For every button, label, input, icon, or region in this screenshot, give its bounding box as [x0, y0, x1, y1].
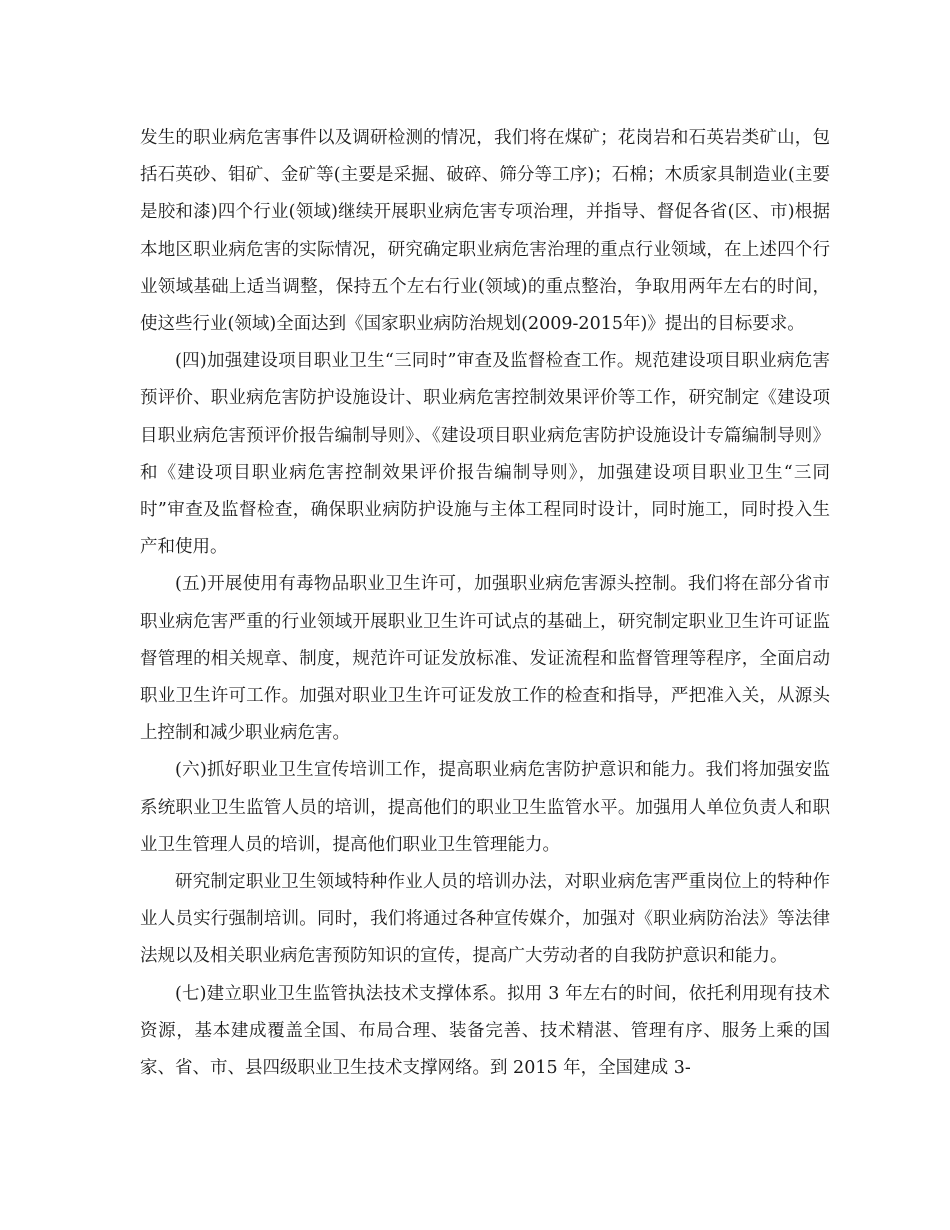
paragraph-5: 研究制定职业卫生领域特种作业人员的培训办法，对职业病危害严重岗位上的特种作业人员实行强制培训。同时，我们将通过各种宣传媒介，加强对《职业病防治法》等法律法规以及相关职业病危害预防知识的宣传，提高广大劳动者的自我防护意识和能力。 [140, 872, 830, 967]
paragraph-6: (七)建立职业卫生监管执法技术支撑体系。拟用 3 年左右的时间，依托利用现有技术资源，基本建成覆盖全国、布局合理、装备完善、技术精湛、管理有序、服务上乘的国家、省、市、县四级职业卫生技术支撑网络。到 2015 年，全国建成 3- [140, 983, 830, 1079]
paragraph-3: (五)开展使用有毒物品职业卫生许可，加强职业病危害源头控制。我们将在部分省市职业病危害严重的行业领域开展职业卫生许可试点的基础上，研究制定职业卫生许可证监督管理的相关规章、制度，规范许可证发放标准、发证流程和监督管理等程序，全面启动职业卫生许可工作。加强对职业卫生许可证发放工作的检查和指导，严把准入关，从源头上控制和减少职业病危害。 [140, 574, 830, 744]
paragraph-4: (六)抓好职业卫生宣传培训工作，提高职业病危害防护意识和能力。我们将加强安监系统职业卫生监管人员的培训，提高他们的职业卫生监管水平。加强用人单位负责人和职业卫生管理人员的培训，提高他们职业卫生管理能力。 [140, 760, 830, 855]
document-body [140, 120, 830, 1087]
paragraph-1: 发生的职业病危害事件以及调研检测的情况，我们将在煤矿；花岗岩和石英岩类矿山，包括石英砂、钼矿、金矿等(主要是采掘、破碎、筛分等工序)；石棉；木质家具制造业(主要是胶和漆)四个行业(领域)继续开展职业病危害专项治理，并指导、督促各省(区、市)根据本地区职业病危害的实际情况，研究确定职业病危害治理的重点行业领域，在上述四个行业领域基础上适当调整，保持五个左右行业(领域)的重点整治，争取用两年左右的时间，使这些行业(领域)全面达到《国家职业病防治规划(2009-2015年)》提出的目标要求。 [140, 128, 830, 335]
paragraph-2: (四)加强建设项目职业卫生“三同时”审查及监督检查工作。规范建设项目职业病危害预评价、职业病危害防护设施设计、职业病危害控制效果评价等工作，研究制定《建设项目职业病危害预评价报告编制导则》、《建设项目职业病危害防护设施设计专篇编制导则》和《建设项目职业病危害控制效果评价报告编制导则》，加强建设项目职业卫生“三同时”审查及监督检查，确保职业病防护设施与主体工程同时设计，同时施工，同时投入生产和使用。 [140, 351, 830, 558]
